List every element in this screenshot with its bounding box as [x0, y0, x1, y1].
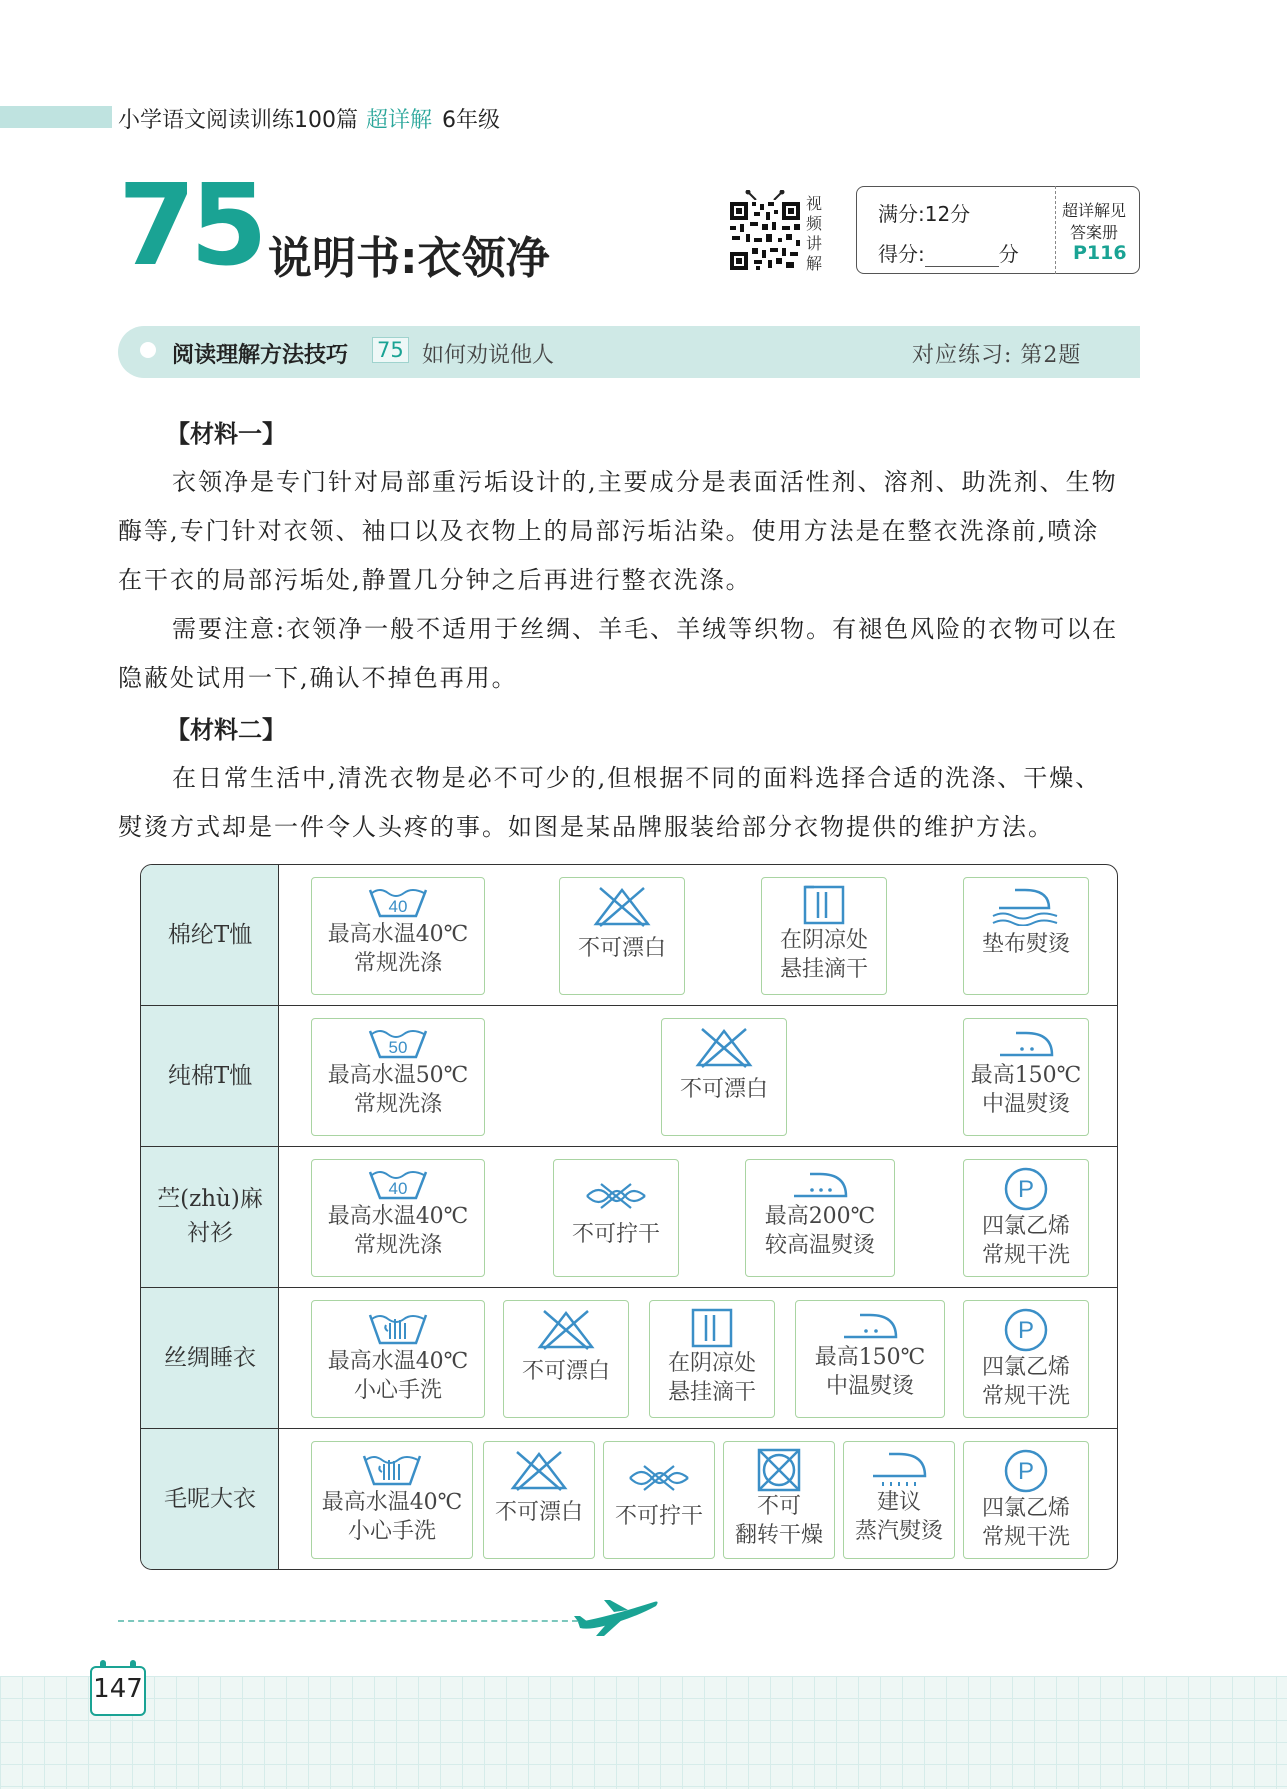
method-title: 阅读理解方法技巧 [172, 343, 349, 368]
no-tumble-dry-icon [756, 1448, 802, 1492]
care-text: 最高水温40℃ [327, 922, 469, 947]
edition-label: 超详解 [366, 108, 433, 133]
row-divider [141, 1005, 1117, 1006]
method-practice-ref: 对应练习: 第2题 [912, 343, 1082, 368]
iron-high-icon [788, 1166, 852, 1202]
care-text: 常规洗涤 [353, 1092, 442, 1117]
care-text: 不可拧干 [614, 1504, 703, 1529]
text-line: 隐蔽处试用一下,确认不掉色再用。 [118, 664, 518, 692]
care-cell-iron [843, 1441, 955, 1559]
care-text: 不可漂白 [679, 1077, 768, 1102]
care-text: 最高水温40℃ [327, 1204, 469, 1229]
care-cell-dry [761, 877, 887, 995]
care-text: 不可漂白 [577, 936, 666, 961]
care-text: 最高150℃ [814, 1345, 926, 1370]
care-cell-wring [603, 1441, 715, 1559]
care-text: 四氯乙烯 [981, 1214, 1070, 1239]
text-line: 需要注意:衣领净一般不适用于丝绸、羊毛、羊绒等织物。有褪色风险的衣物可以在 [172, 615, 1119, 643]
care-cell-iron [795, 1300, 945, 1418]
dashed-divider [118, 1620, 578, 1622]
care-cell-iron [963, 877, 1089, 995]
row-label-text: 毛呢大衣 [164, 1486, 256, 1512]
care-cell-dryclean [963, 1441, 1089, 1559]
hand-wash-icon [366, 1307, 430, 1347]
got-score-label: 得分: [878, 242, 925, 266]
dry-clean-p-icon [1001, 1307, 1051, 1353]
care-cell-bleach [559, 877, 685, 995]
hand-wash-icon [360, 1448, 424, 1488]
qr-label-char: 频 [806, 214, 823, 233]
answer-ref-line1: 超详解见 [1062, 201, 1127, 220]
material2-paragraph1 [118, 754, 1140, 852]
shade-drip-dry-icon [690, 1307, 734, 1349]
care-text: 最高150℃ [970, 1063, 1082, 1088]
care-text: 中温熨烫 [825, 1374, 914, 1399]
steam-iron-icon [867, 1448, 931, 1488]
row-label-silk-pajamas [141, 1341, 279, 1375]
footer-grid-background [0, 1676, 1287, 1789]
no-bleach-icon [536, 1307, 596, 1351]
care-text: 四氯乙烯 [981, 1496, 1070, 1521]
care-cell-wash [311, 1300, 485, 1418]
row-label-text: 棉纶T恤 [167, 922, 253, 948]
care-cell-tumble [723, 1441, 835, 1559]
airplane-icon [574, 1592, 660, 1638]
svg-text:P: P [1017, 1317, 1035, 1344]
page-number: 147 [93, 1674, 143, 1704]
iron-medium-icon [994, 1025, 1058, 1061]
text-line: 熨烫方式却是一件令人头疼的事。如图是某品牌服装给部分衣物提供的维护方法。 [118, 813, 1054, 841]
care-cell-dryclean [963, 1300, 1089, 1418]
care-text: 不可漂白 [521, 1359, 610, 1384]
material1-paragraph1 [118, 458, 1140, 605]
care-text: 常规洗涤 [353, 951, 442, 976]
care-text: 较高温熨烫 [764, 1233, 875, 1258]
care-cell-dryclean [963, 1159, 1089, 1277]
score-box-divider [1055, 186, 1056, 274]
care-text: 常规干洗 [981, 1525, 1070, 1550]
qr-label-char: 讲 [806, 234, 823, 253]
care-text: 不可拧干 [571, 1222, 660, 1247]
care-text: 最高水温50℃ [327, 1063, 469, 1088]
row-label-cotton-tshirt [141, 1059, 279, 1093]
care-cell-iron [963, 1018, 1089, 1136]
svg-text:P: P [1017, 1458, 1035, 1485]
qr-label-char: 视 [806, 194, 823, 213]
care-text: 建议 [876, 1490, 921, 1515]
svg-text:50: 50 [388, 1038, 408, 1057]
wash-40-icon [366, 1166, 430, 1202]
care-cell-dry [649, 1300, 775, 1418]
care-text: 小心手洗 [353, 1378, 442, 1403]
care-text: 翻转干燥 [734, 1523, 823, 1548]
care-cell-wash [311, 877, 485, 995]
care-text: 四氯乙烯 [981, 1355, 1070, 1380]
lesson-title: 说明书:衣领净 [268, 233, 550, 284]
row-divider [141, 1428, 1117, 1429]
material1-paragraph2 [118, 605, 1140, 703]
care-text: 悬挂滴干 [779, 957, 868, 982]
care-text: 在阴凉处 [667, 1351, 756, 1376]
no-bleach-icon [509, 1448, 569, 1492]
running-header [118, 103, 500, 134]
row-label-text: 苎(zhù)麻 [157, 1186, 263, 1212]
row-divider [141, 1146, 1117, 1147]
care-text: 悬挂滴干 [667, 1380, 756, 1405]
no-bleach-icon [592, 884, 652, 928]
care-cell-bleach [483, 1441, 595, 1559]
iron-with-cloth-icon [991, 884, 1061, 926]
svg-text:P: P [1017, 1176, 1035, 1203]
row-label-text: 丝绸睡衣 [164, 1345, 256, 1371]
care-text: 在阴凉处 [779, 928, 868, 953]
row-label-ramie-shirt [141, 1182, 279, 1250]
dry-clean-p-icon [1001, 1166, 1051, 1212]
row-label-text: 纯棉T恤 [167, 1063, 253, 1089]
text-line: 在日常生活中,清洗衣物是必不可少的,但根据不同的面料选择合适的洗涤、干燥、 [172, 764, 1102, 792]
care-cell-wash [311, 1018, 485, 1136]
grade-label: 6年级 [442, 108, 501, 133]
no-wring-icon [626, 1462, 692, 1502]
text-line: 酶等,专门针对衣领、袖口以及衣物上的局部污垢沾染。使用方法是在整衣洗涤前,喷涂 [118, 517, 1100, 545]
no-bleach-icon [694, 1025, 754, 1069]
care-cell-bleach [661, 1018, 787, 1136]
care-text: 最高水温40℃ [321, 1490, 463, 1515]
iron-medium-icon [838, 1307, 902, 1343]
care-cell-wring [553, 1159, 679, 1277]
care-text: 最高水温40℃ [327, 1349, 469, 1374]
svg-text:40: 40 [388, 897, 408, 916]
row-label-text: 衬衫 [187, 1220, 233, 1246]
row-label-nylon-tshirt [141, 918, 279, 952]
row-divider [141, 1287, 1117, 1288]
care-text: 不可 [756, 1494, 801, 1519]
care-table [140, 864, 1118, 1570]
bullet-dot-icon [140, 342, 156, 358]
score-blank-field[interactable] [925, 248, 999, 267]
answer-page-link[interactable]: P116 [1073, 242, 1127, 264]
book-title: 小学语文阅读训练100篇 [118, 108, 358, 133]
method-topic: 如何劝说他人 [422, 343, 555, 368]
lesson-number: 75 [118, 161, 262, 291]
care-text: 常规干洗 [981, 1243, 1070, 1268]
dry-clean-p-icon [1001, 1448, 1051, 1494]
method-number: 75 [372, 337, 409, 363]
got-score[interactable] [878, 238, 1019, 267]
care-cell-bleach [503, 1300, 629, 1418]
text-line: 在干衣的局部污垢处,静置几分钟之后再进行整衣洗涤。 [118, 566, 752, 594]
material2-heading: 【材料二】 [166, 716, 286, 744]
care-cell-wash [311, 1159, 485, 1277]
svg-text:40: 40 [388, 1179, 408, 1198]
header-accent-bar [0, 106, 112, 128]
care-text: 最高200℃ [764, 1204, 876, 1229]
no-wring-icon [583, 1180, 649, 1220]
care-text: 不可漂白 [494, 1500, 583, 1525]
care-cell-iron [745, 1159, 895, 1277]
wash-40-icon [366, 884, 430, 920]
answer-ref-line2: 答案册 [1070, 223, 1119, 242]
full-score: 满分:12分 [878, 202, 971, 226]
qr-video-label [806, 194, 826, 274]
wash-50-icon [366, 1025, 430, 1061]
qr-label-char: 解 [806, 254, 823, 273]
material1-heading: 【材料一】 [166, 420, 286, 448]
care-text: 常规干洗 [981, 1384, 1070, 1409]
text-line: 衣领净是专门针对局部重污垢设计的,主要成分是表面活性剂、溶剂、助洗剂、生物 [172, 468, 1118, 496]
care-text: 小心手洗 [347, 1519, 436, 1544]
got-score-unit: 分 [998, 242, 1019, 266]
row-label-wool-coat [141, 1482, 279, 1516]
care-text: 中温熨烫 [981, 1092, 1070, 1117]
qr-code-icon[interactable] [726, 190, 804, 274]
care-text: 垫布熨烫 [981, 932, 1070, 957]
care-text: 常规洗涤 [353, 1233, 442, 1258]
care-text: 蒸汽熨烫 [854, 1519, 943, 1544]
care-cell-wash [311, 1441, 473, 1559]
shade-drip-dry-icon [802, 884, 846, 926]
